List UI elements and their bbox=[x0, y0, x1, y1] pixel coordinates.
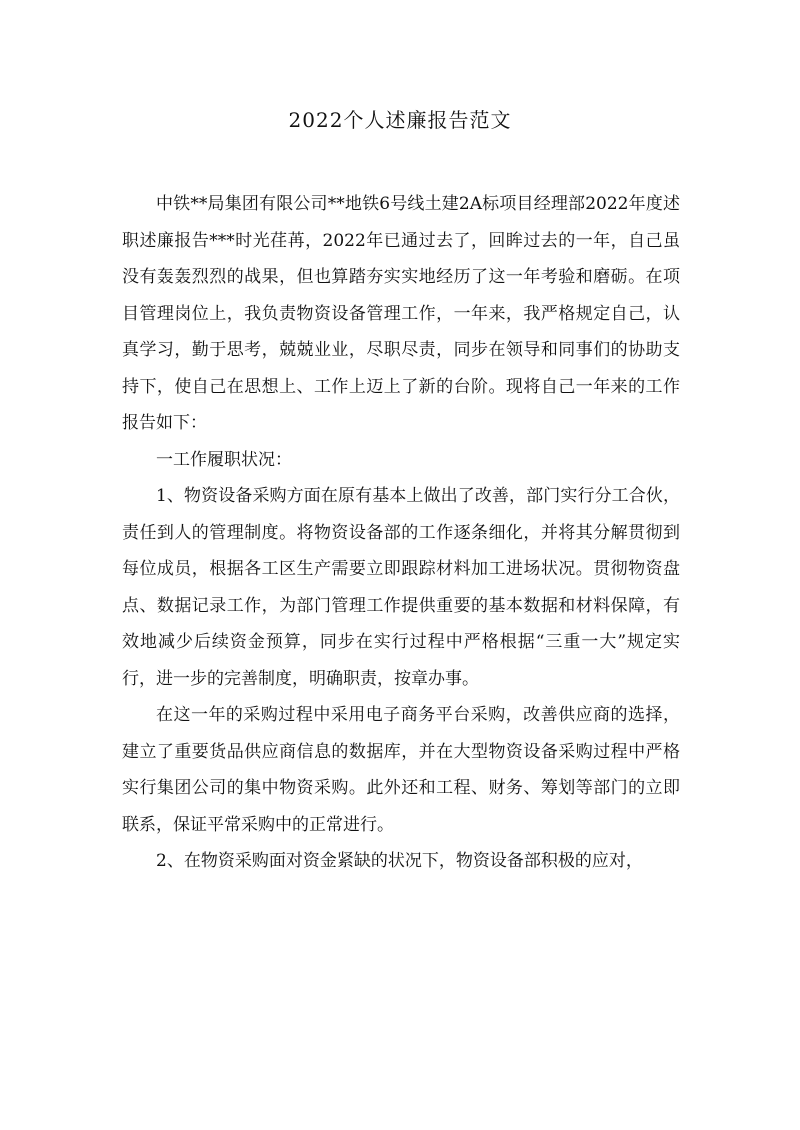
document-body bbox=[122, 186, 680, 880]
paragraph-item-2: 2、在物资采购面对资金紧缺的状况下，物资设备部积极的应对， bbox=[156, 851, 643, 871]
paragraph-intro: 中铁**局集团有限公司**地铁6号线土建2A标项目经理部2022年度述职述廉报告***时光荏苒，2022年已通过去了，回眸过去的一年，自己虽没有轰轰烈烈的战果，但也算踏夯实实地经历了这一年考验和磨砺。在项目管理岗位上，我负责物资设备管理工作，一年来，我严格规定自己，认真学习，勤于思考，兢兢业业，尽职尽责，同步在领导和同事们的协助支持下，使自己在思想上、工作上迈上了新的台阶。现将自己一年来的工作报告如下： bbox=[122, 194, 680, 433]
section-heading: 一工作履职状况： bbox=[156, 449, 292, 470]
document-title: 2022个人述廉报告范文 bbox=[288, 108, 512, 132]
paragraph-item-1: 1、物资设备采购方面在原有基本上做出了改善，部门实行分工合伙，责任到人的管理制度。将物资设备部的工作逐条细化，并将其分解贯彻到每位成员，根据各工区生产需要立即跟踪材料加工进场状况。贯彻物资盘点、数据记录工作，为部门管理工作提供重要的基本数据和材料保障，有效地减少后续资金预算，同步在实行过程中严格根据“三重一大”规定实行，进一步的完善制度，明确职责，按章办事。 bbox=[122, 486, 680, 689]
paragraph-procurement: 在这一年的采购过程中采用电子商务平台采购，改善供应商的选择，建立了重要货品供应商信息的数据库，并在大型物资设备采购过程中严格实行集团公司的集中物资采购。此外还和工程、财务、筹划等部门的立即联系，保证平常采购中的正常进行。 bbox=[122, 705, 680, 835]
